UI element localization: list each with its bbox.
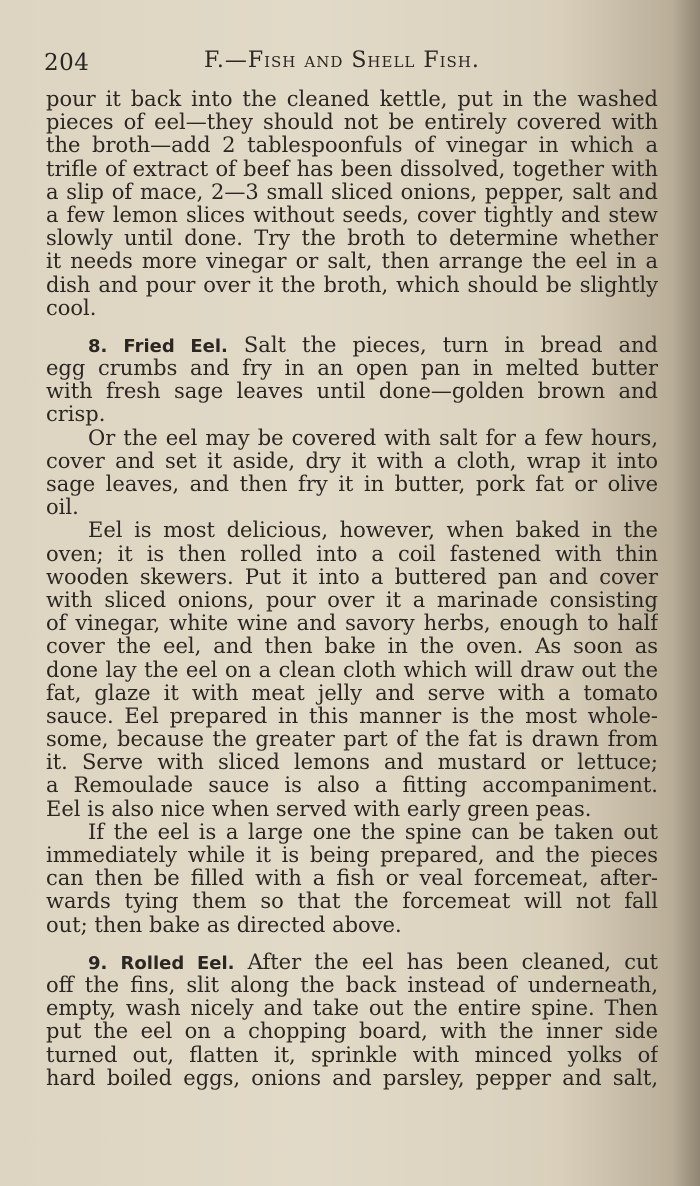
paragraph <box>46 821 658 937</box>
text-line: with sliced onions, pour over it a marinade consisting <box>46 588 658 612</box>
text-line: Eel is most delicious, however, when baked in the <box>88 519 658 543</box>
text-line: a Remoulade sauce is also a fitting accompaniment. <box>46 774 658 798</box>
text-line: oil. <box>46 496 79 520</box>
text-line: If the eel is a large one the spine can be taken out <box>88 820 658 844</box>
text-line: dish and pour over it the broth, which should be slightly <box>46 273 658 297</box>
text-line: done lay the eel on a clean cloth which will draw out the <box>46 658 658 682</box>
recipe-first-line <box>46 951 658 974</box>
text-line: a slip of mace, 2—3 small sliced onions, pepper, salt and <box>46 180 658 204</box>
text-line: cool. <box>46 296 97 320</box>
recipe-title: Rolled Eel. <box>120 952 235 974</box>
paragraph <box>46 519 658 820</box>
text-line: it. Serve with sliced lemons and mustard or lettuce; <box>46 751 658 775</box>
text-line: wooden skewers. Put it into a buttered pan and cover <box>46 565 658 589</box>
text-line: sage leaves, and then fry it in butter, pork fat or olive <box>46 473 658 496</box>
text-line: the broth—add 2 tablespoonfuls of vinegar in which a <box>46 134 658 158</box>
text-line: fat, glaze it with meat jelly and serve with a tomato <box>46 681 658 705</box>
text-line: cover and set it aside, dry it with a cloth, wrap it into <box>46 449 658 473</box>
recipe-9 <box>46 951 658 1090</box>
page-number: 204 <box>44 50 90 76</box>
text-line: with fresh sage leaves until done—golden brown and <box>46 380 658 404</box>
text-line: put the eel on a chopping board, with the inner side <box>46 1020 658 1044</box>
text-line: crisp. <box>46 403 106 427</box>
paragraph <box>46 427 658 520</box>
text-line: immediately while it is being prepared, and the pieces <box>46 844 658 867</box>
recipe-8 <box>46 334 658 937</box>
recipe-number: 8. <box>88 335 108 357</box>
text-line: trifle of extract of beef has been dissolved, together with <box>46 157 658 181</box>
text-line: empty, wash nicely and take out the entire spine. Then <box>46 997 658 1021</box>
text-line: it needs more vinegar or salt, then arrange the eel in a <box>46 250 658 274</box>
text-line: hard boiled eggs, onions and parsley, pepper and salt, <box>46 1066 658 1090</box>
text-line: some, because the greater part of the fat is drawn from <box>46 728 658 752</box>
running-head: F.—Fish and Shell Fish. <box>204 48 480 73</box>
text-line: cover the eel, and then bake in the oven. As soon as <box>46 635 658 659</box>
text-line: off the fins, slit along the back instead of underneath, <box>46 973 658 997</box>
recipe-number: 9. <box>88 952 108 974</box>
text-line: a few lemon slices without seeds, cover tightly and stew <box>46 203 658 227</box>
text-line: wards tying them so that the forcemeat will not fall <box>46 890 658 914</box>
text-line: of vinegar, white wine and savory herbs, enough to half <box>46 612 658 636</box>
recipe-first-line-text: After the eel has been cleaned, cut <box>247 950 658 974</box>
text-line: slowly until done. Try the broth to determine whether <box>46 227 658 251</box>
recipe-title: Fried Eel. <box>123 335 228 357</box>
text-line: Or the eel may be covered with salt for a few hours, <box>88 426 658 450</box>
text-line: pour it back into the cleaned kettle, put in the washed <box>46 88 658 111</box>
text-line: sauce. Eel prepared in this manner is the most whole- <box>46 704 658 728</box>
recipe-first-line-text: Salt the pieces, turn in bread and <box>243 333 658 357</box>
text-line: oven; it is then rolled into a coil fastened with thin <box>46 542 658 566</box>
text-line: out; then bake as directed above. <box>46 913 402 937</box>
page-body <box>46 88 658 1090</box>
text-line: can then be filled with a fish or veal forcemeat, after- <box>46 867 658 891</box>
recipe-first-line <box>46 334 658 357</box>
page-header <box>44 42 654 82</box>
continuation-paragraph <box>46 88 658 320</box>
text-line: egg crumbs and fry in an open pan in melted butter <box>46 357 658 381</box>
text-line: turned out, flatten it, sprinkle with minced yolks of <box>46 1043 658 1067</box>
text-line: Eel is also nice when served with early green peas. <box>46 797 592 821</box>
text-line: pieces of eel—they should not be entirely covered with <box>46 111 658 135</box>
